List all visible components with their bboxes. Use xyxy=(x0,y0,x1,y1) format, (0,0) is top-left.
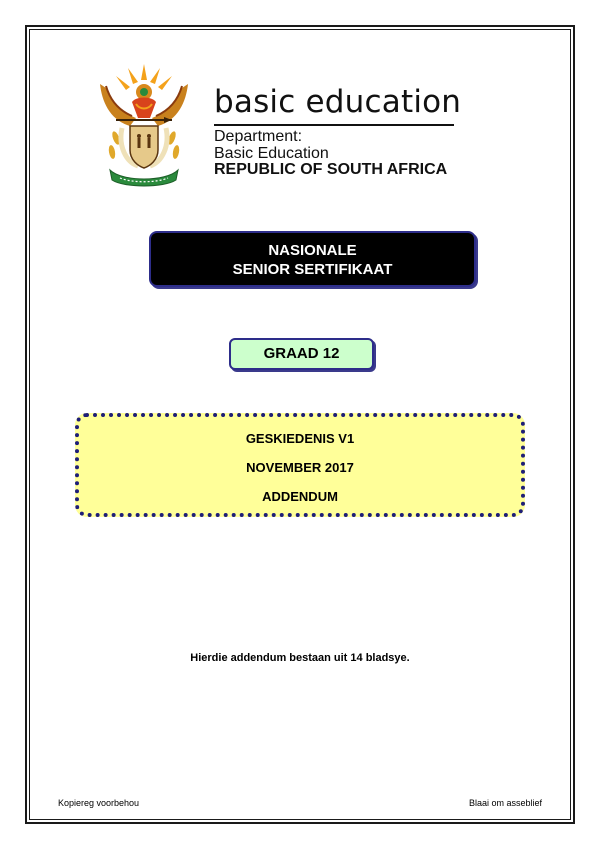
certificate-title-box xyxy=(149,231,476,287)
page-count-note: Hierdie addendum bestaan uit 14 bladsye. xyxy=(190,652,410,664)
department-name: Basic Education xyxy=(214,145,329,162)
shield-icon xyxy=(130,126,158,168)
grade-box: GRAAD 12 xyxy=(229,338,374,370)
department-label: Department: xyxy=(214,128,303,145)
document-type: ADDENDUM xyxy=(262,489,338,504)
certificate-title-line2: SENIOR SERTIFIKAAT xyxy=(232,261,393,278)
copyright-footer: Kopiereg voorbehou xyxy=(58,798,140,808)
certificate-title-line1: NASIONALE xyxy=(268,242,357,259)
subject-name: GESKIEDENIS V1 xyxy=(245,431,355,446)
turn-over-footer: Blaai om asseblief xyxy=(468,798,542,808)
brand-underline xyxy=(214,124,454,126)
subject-box xyxy=(75,413,525,517)
coat-of-arms-logo xyxy=(92,62,196,188)
exam-session: NOVEMBER 2017 xyxy=(246,460,354,475)
country-name: REPUBLIC OF SOUTH AFRICA xyxy=(214,161,448,178)
brand-title: basic education xyxy=(214,84,462,120)
